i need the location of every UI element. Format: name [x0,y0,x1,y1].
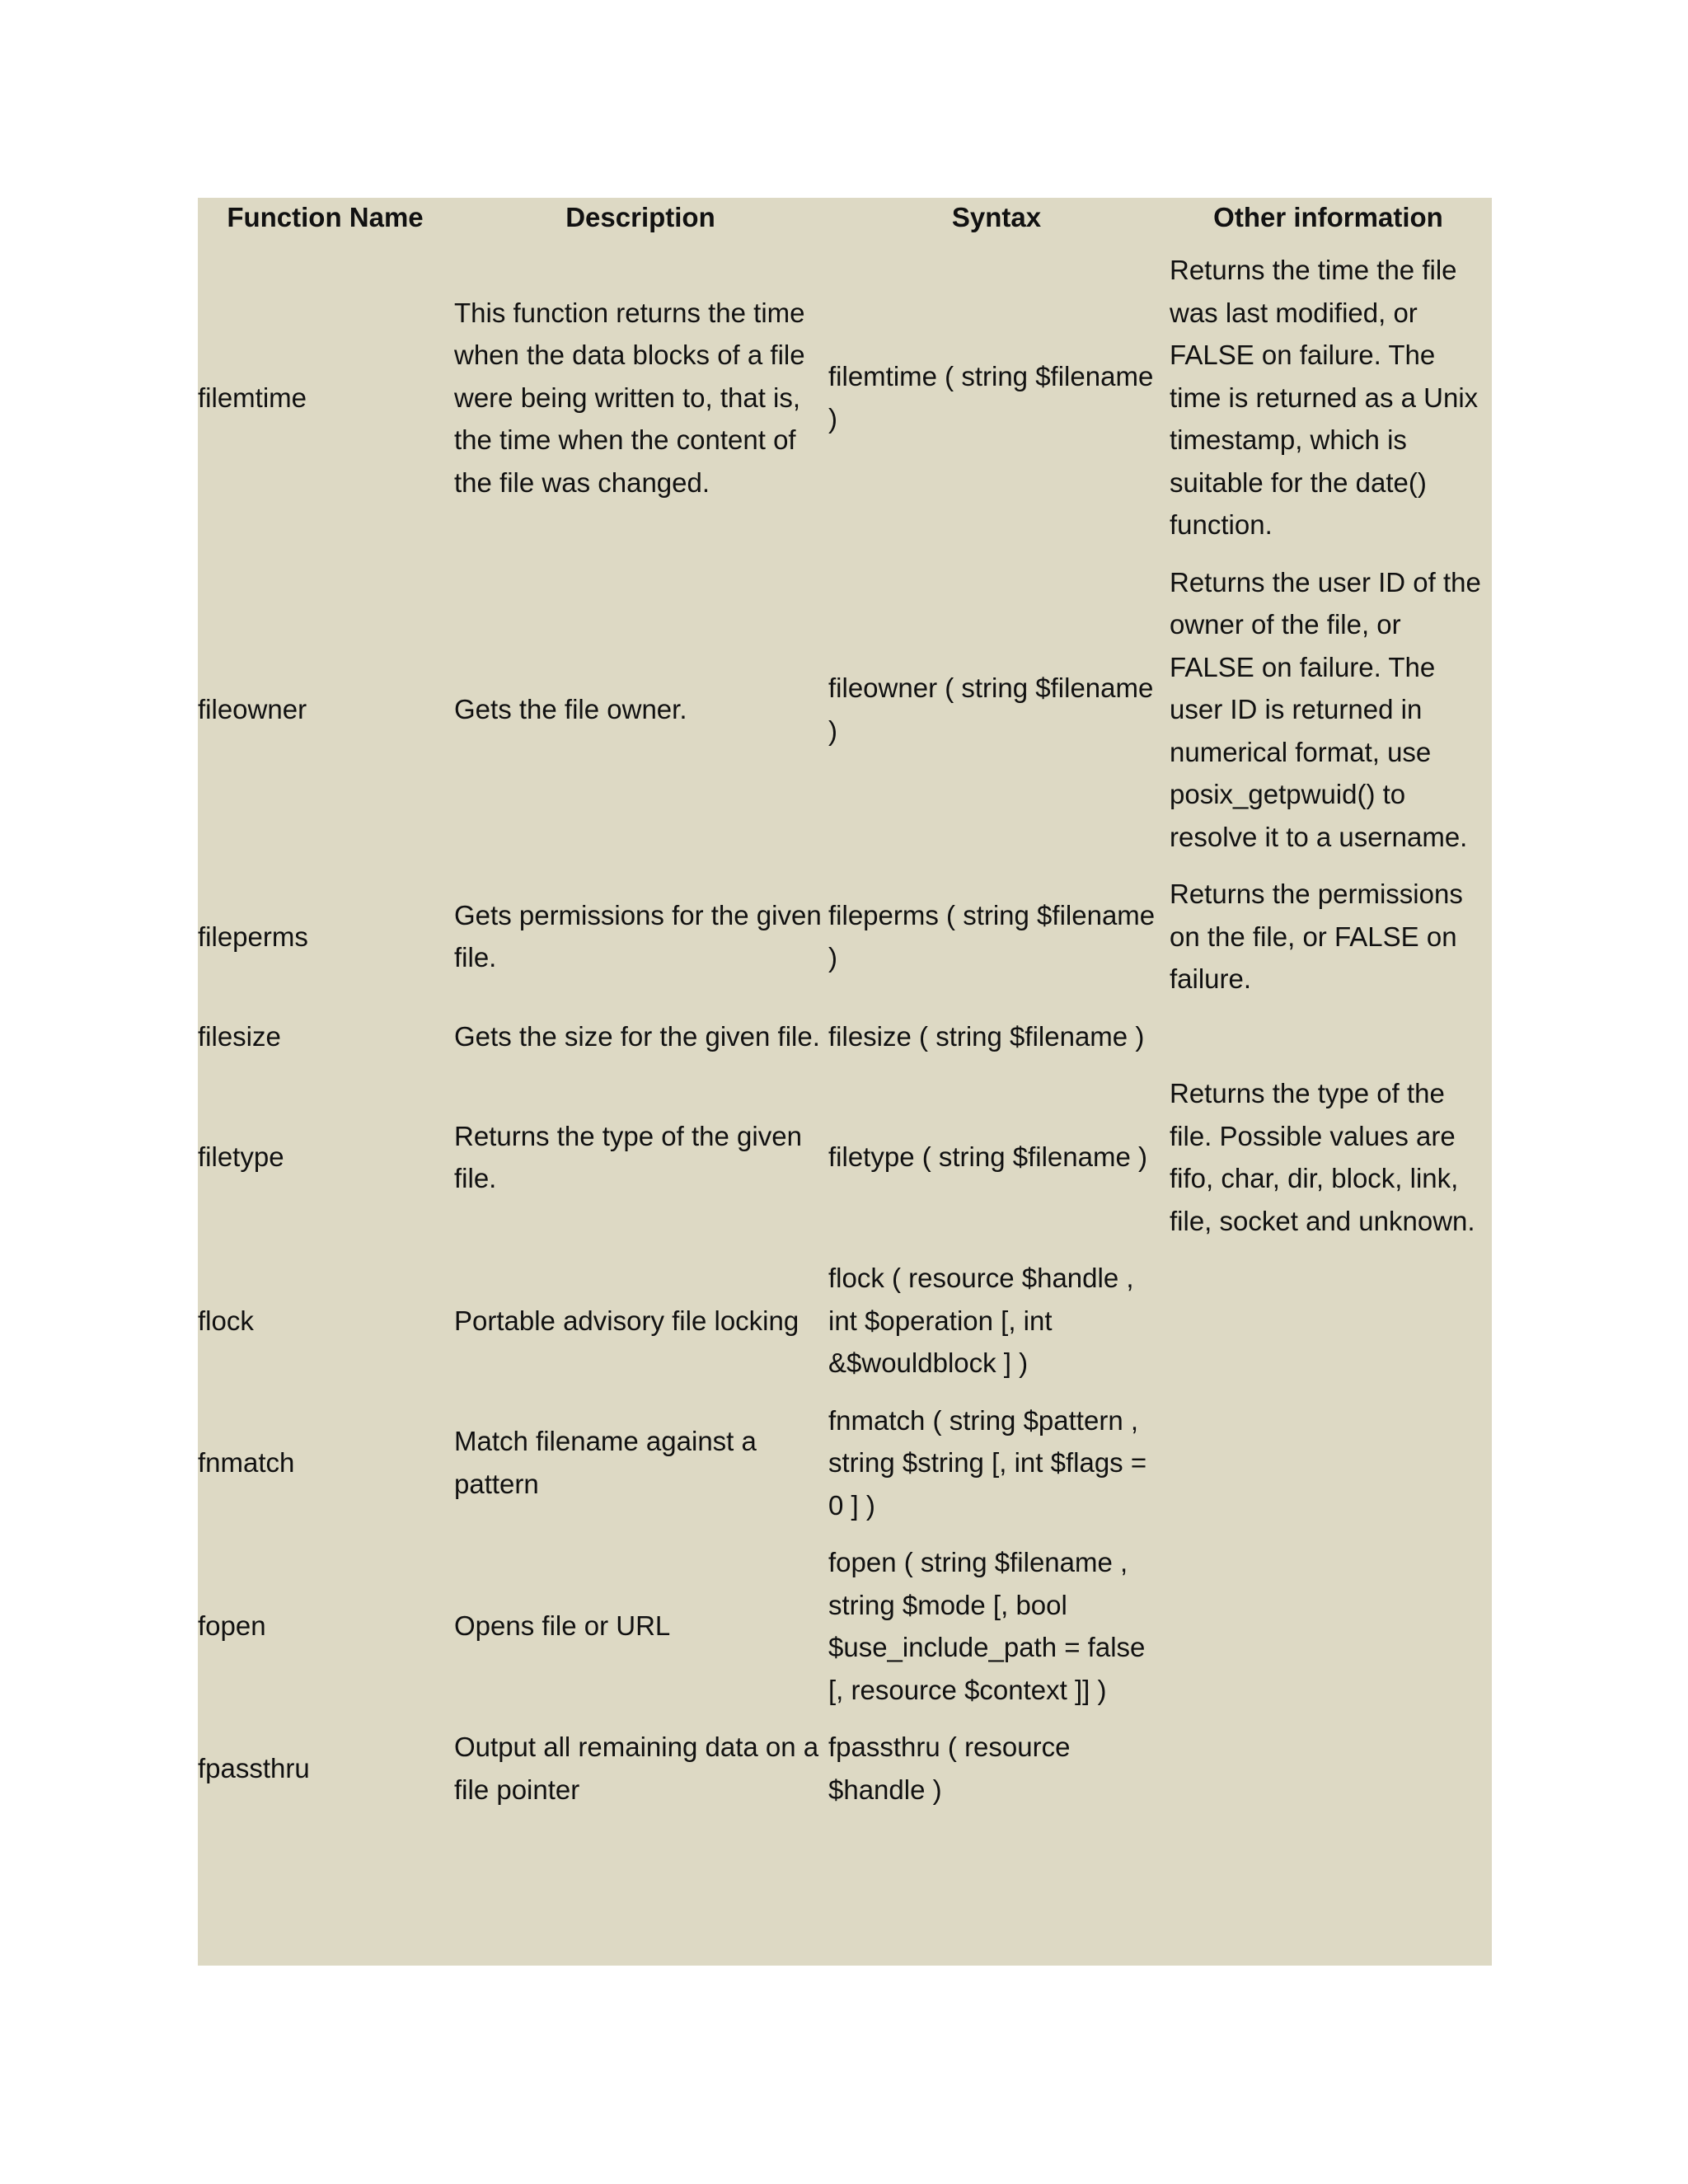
table-row [198,554,1492,866]
table-row [198,241,1492,554]
cell-syntax: fpassthru ( resource $handle ) [828,1732,1071,1805]
table-row [198,1249,1492,1392]
cell-other-information [1165,1718,1492,1818]
cell-syntax: flock ( resource $handle , int $operation [, int &$wouldblock ] ) [828,1263,1134,1378]
cell-syntax: fileperms ( string $filename ) [828,899,1156,973]
cell-other-information [1165,1392,1492,1535]
cell-description: Output all remaining data on a file pointer [454,1732,819,1805]
cell-description: Match filename against a pattern [454,1426,757,1499]
header-other-information: Other information [1213,202,1443,232]
header-description: Description [565,202,715,232]
header-syntax: Syntax [951,202,1042,232]
header-function-name: Function Name [227,202,424,232]
cell-description: Returns the type of the given file. [454,1120,802,1193]
cell-description: Gets the file owner. [454,694,687,724]
cell-other-information [1165,1534,1492,1718]
cell-syntax: fileowner ( string $filename ) [828,673,1154,746]
table-row [198,1008,1492,1066]
table-row [198,1534,1492,1718]
cell-function-name: flock [198,1305,254,1336]
cell-other-information: Returns the type of the file. Possible values are fifo, char, dir, block, link, file, socket and unknown. [1170,1078,1475,1236]
cell-syntax: filemtime ( string $filename ) [828,360,1154,434]
cell-function-name: fileowner [198,694,307,724]
cell-other-information [1165,1249,1492,1392]
cell-other-information: Returns the time the file was last modified, or FALSE on failure. The time is returned as a Unix timestamp, which is suitable for the date() function. [1170,255,1479,540]
cell-function-name: filesize [198,1020,281,1052]
cell-function-name: fnmatch [198,1447,295,1478]
functions-table [198,198,1492,1818]
cell-other-information: Returns the permissions on the file, or FALSE on failure. [1170,879,1463,994]
table-row [198,1718,1492,1818]
cell-other-information: Returns the user ID of the owner of the file, or FALSE on failure. The user ID is returned in numerical format, use posix_getpwuid() to resolve it to a username. [1170,566,1481,852]
table-row [198,865,1492,1008]
cell-other-information [1165,1008,1492,1066]
cell-description: This function returns the time when the data blocks of a file were being written to, that is, the time when the content of the file was changed. [454,297,805,498]
table-row [198,1392,1492,1535]
cell-syntax: fopen ( string $filename , string $mode [, bool $use_include_path = false [, resource $context ]] ) [828,1547,1146,1705]
cell-description: Opens file or URL [454,1610,671,1642]
table-row [198,1065,1492,1249]
cell-function-name: fopen [198,1610,266,1642]
php-file-functions-table [198,198,1492,1966]
cell-syntax: fnmatch ( string $pattern , string $string [, int $flags = 0 ] ) [828,1404,1147,1521]
cell-function-name: fileperms [198,921,308,952]
cell-syntax: filesize ( string $filename ) [828,1020,1145,1052]
header-row [198,198,1492,241]
cell-function-name: filemtime [198,382,307,413]
cell-function-name: filetype [198,1141,284,1173]
cell-description: Portable advisory file locking [454,1305,799,1336]
cell-function-name: fpassthru [198,1752,310,1783]
cell-syntax: filetype ( string $filename ) [828,1141,1147,1173]
cell-description: Gets permissions for the given file. [454,899,822,973]
cell-description: Gets the size for the given file. [454,1020,820,1052]
